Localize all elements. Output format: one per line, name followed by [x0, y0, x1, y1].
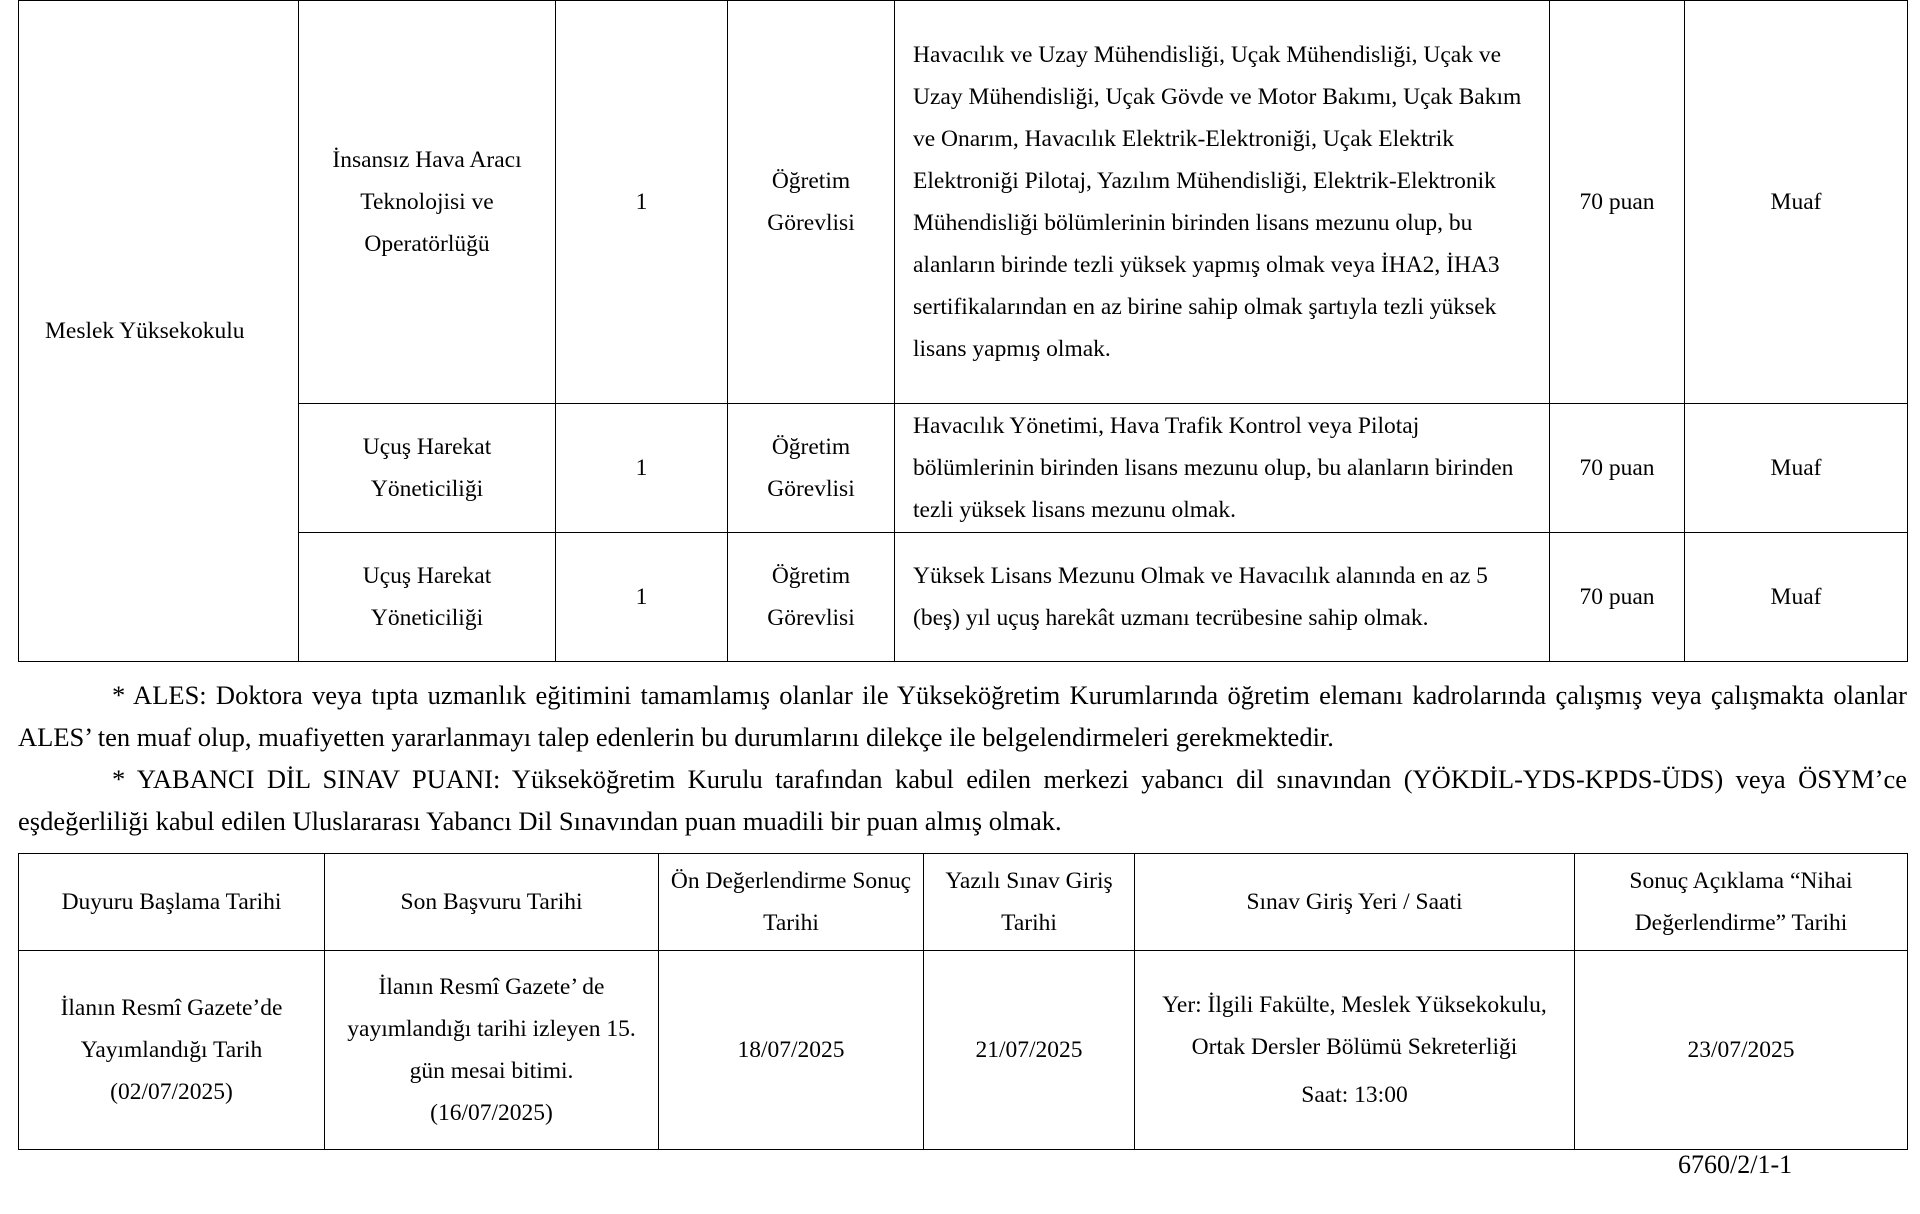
deadline-value [325, 951, 659, 1150]
language-note [18, 758, 1907, 842]
requirements-cell: Yüksek Lisans Mezunu Olmak ve Havacılık alanında en az 5 (beş) yıl uçuş harekât uzmanı tecrübesine sahip olmak. [895, 533, 1550, 662]
ales-note-text: * ALES: Doktora veya tıpta uzmanlık eğitimini tamamlamış olanlar ile Yükseköğretim Kurumlarında öğretim elemanı kadrolarında çalışmış veya çalışmakta olanlar ALES’ ten muaf olup, muafiyetten yararlanmayı talep edenlerin bu durumlarını dilekçe ile belgelendirmeleri gerekmektedir. [18, 680, 1907, 752]
deadline-text: İlanın Resmî Gazete’ de yayımlandığı tarihi izleyen 15. gün mesai bitimi. [347, 974, 636, 1084]
ales-cell: 70 puan [1550, 533, 1685, 662]
count-cell: 1 [556, 533, 728, 662]
preliminary-header: Ön Değerlendirme Sonuç Tarihi [659, 854, 924, 951]
program-cell: İnsansız Hava Aracı Teknolojisi ve Operatörlüğü [299, 1, 556, 404]
schedule-header-row [19, 854, 1908, 951]
place-header: Sınav Giriş Yeri / Saati [1135, 854, 1575, 951]
requirements-cell: Havacılık Yönetimi, Hava Trafik Kontrol veya Pilotaj bölümlerinin birinden lisans mezunu olup, bu alanların birinden tezli yüksek lisans mezunu olmak. [895, 404, 1550, 533]
announcement-text: İlanın Resmî Gazete’de Yayımlandığı Tarih [60, 995, 283, 1063]
table-row [19, 404, 1908, 533]
language-cell: Muaf [1685, 1, 1908, 404]
language-note-text: * YABANCI DİL SINAV PUANI: Yükseköğretim Kurulu tarafından kabul edilen merkezi yabancı dil sınavından (YÖKDİL-YDS-KPDS-ÜDS) veya ÖSYM’ce eşdeğerliliği kabul edilen Uluslararası Yabancı Dil Sınavından puan muadili bir puan almış olmak. [18, 764, 1907, 836]
positions-table [18, 0, 1908, 662]
announcement-date: (02/07/2025) [110, 1079, 233, 1105]
program-cell: Uçuş Harekat Yöneticiliği [299, 404, 556, 533]
preliminary-value: 18/07/2025 [659, 951, 924, 1150]
language-cell: Muaf [1685, 533, 1908, 662]
ales-note [18, 674, 1907, 758]
time-text: Saat: 13:00 [1301, 1082, 1408, 1108]
result-header: Sonuç Açıklama “Nihai Değerlendirme” Tarihi [1575, 854, 1908, 951]
exam-header: Yazılı Sınav Giriş Tarihi [924, 854, 1135, 951]
schedule-table [18, 853, 1908, 1150]
ales-cell: 70 puan [1550, 1, 1685, 404]
ales-cell: 70 puan [1550, 404, 1685, 533]
language-cell: Muaf [1685, 404, 1908, 533]
table-row [19, 533, 1908, 662]
requirements-cell: Havacılık ve Uzay Mühendisliği, Uçak Mühendisliği, Uçak ve Uzay Mühendisliği, Uçak Gövde ve Motor Bakımı, Uçak Bakım ve Onarım, Havacılık Elektrik-Elektroniği, Uçak Elektrik Elektroniği Pilotaj, Yazılım Mühendisliği, Elektrik-Elektronik Mühendisliği bölümlerinin birinden lisans mezunu olup, bu alanların birinde tezli yüksek yapmış olmak veya İHA2, İHA3 sertifikalarından en az birine sahip olmak şartıyla tezli yüksek lisans yapmış olmak. [895, 1, 1550, 404]
title-cell: Öğretim Görevlisi [728, 404, 895, 533]
title-cell: Öğretim Görevlisi [728, 1, 895, 404]
document-number: 6760/2/1-1 [1678, 1150, 1793, 1179]
unit-cell: Meslek Yüksekokulu [19, 1, 299, 662]
table-row [19, 1, 1908, 404]
place-value [1135, 951, 1575, 1150]
announcement-value [19, 951, 325, 1150]
deadline-date: (16/07/2025) [430, 1100, 553, 1126]
deadline-header: Son Başvuru Tarihi [325, 854, 659, 951]
program-cell: Uçuş Harekat Yöneticiliği [299, 533, 556, 662]
place-text: Yer: İlgili Fakülte, Meslek Yüksekokulu, Ortak Dersler Bölümü Sekreterliği [1162, 992, 1547, 1060]
exam-value: 21/07/2025 [924, 951, 1135, 1150]
title-cell: Öğretim Görevlisi [728, 533, 895, 662]
announcement-header: Duyuru Başlama Tarihi [19, 854, 325, 951]
count-cell: 1 [556, 404, 728, 533]
count-cell: 1 [556, 1, 728, 404]
result-value: 23/07/2025 [1575, 951, 1908, 1150]
schedule-value-row [19, 951, 1908, 1150]
